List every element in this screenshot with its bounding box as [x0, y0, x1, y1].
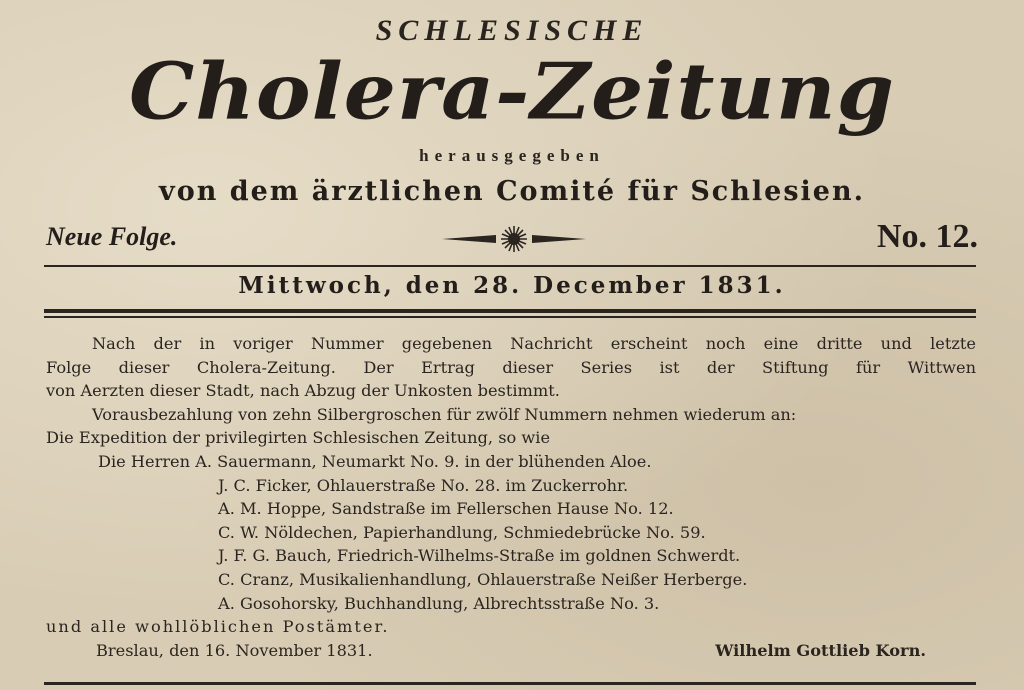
- double-divider-thick: [44, 309, 976, 313]
- double-divider-thin: [44, 316, 976, 318]
- bottom-divider: [44, 682, 976, 685]
- agent-bauch: J. F. G. Bauch, Friedrich-Wilhelms-Straße im goldnen Schwerdt.: [218, 546, 741, 566]
- signature: Wilhelm Gottlieb Korn.: [715, 640, 926, 660]
- signature-row: [46, 639, 976, 663]
- para2-line-2: Die Expedition der privilegirten Schlesischen Zeitung, so wie: [46, 428, 551, 448]
- sunburst-ornament-icon: [434, 224, 594, 254]
- masthead-top-line: SCHLESISCHE: [375, 14, 649, 47]
- para1-line-3: von Aerzten dieser Stadt, nach Abzug der Unkosten bestimmt.: [46, 381, 560, 401]
- para2-line-1: Vorausbezahlung von zehn Silbergroschen für zwölf Nummern nehmen wiederum an:: [92, 404, 797, 424]
- para1-line-2: Folge dieser Cholera-Zeitung. Der Ertrag dieser Series ist der Stiftung für Wittwen: [46, 357, 976, 377]
- closing-line: und alle wohllöblichen Postämter.: [46, 617, 390, 637]
- issue-date: Mittwoch, den 28. December 1831.: [238, 272, 786, 299]
- newspaper-title: Cholera-Zeitung: [129, 46, 895, 138]
- para1-line-1: Nach der in voriger Nummer gegebenen Nachricht erscheint noch eine dritte und letzte: [92, 334, 976, 353]
- agent-lead: Die Herren A. Sauermann, Neumarkt No. 9. in der blühenden Aloe.: [98, 451, 652, 471]
- agent-ficker: J. C. Ficker, Ohlauerstraße No. 28. im Zuckerrohr.: [218, 475, 629, 495]
- place-date: Breslau, den 16. November 1831.: [96, 640, 373, 660]
- notice-body: [46, 332, 976, 662]
- subtitle-herausgegeben: herausgegeben: [419, 146, 605, 165]
- issue-number: No. 12.: [876, 218, 978, 255]
- agent-cranz: C. Cranz, Musikalienhandlung, Ohlauerstraße Neißer Herberge.: [218, 569, 748, 589]
- publisher-line: von dem ärztlichen Comité für Schlesien.: [159, 176, 865, 207]
- top-divider: [44, 265, 976, 267]
- agent-hoppe: A. M. Hoppe, Sandstraße im Fellerschen Hause No. 12.: [218, 499, 674, 519]
- agent-noeldechen: C. W. Nöldechen, Papierhandlung, Schmiedebrücke No. 59.: [218, 522, 706, 542]
- series-label: Neue Folge.: [46, 222, 178, 251]
- agent-gosohorsky: A. Gosohorsky, Buchhandlung, Albrechtsstraße No. 3.: [218, 593, 660, 613]
